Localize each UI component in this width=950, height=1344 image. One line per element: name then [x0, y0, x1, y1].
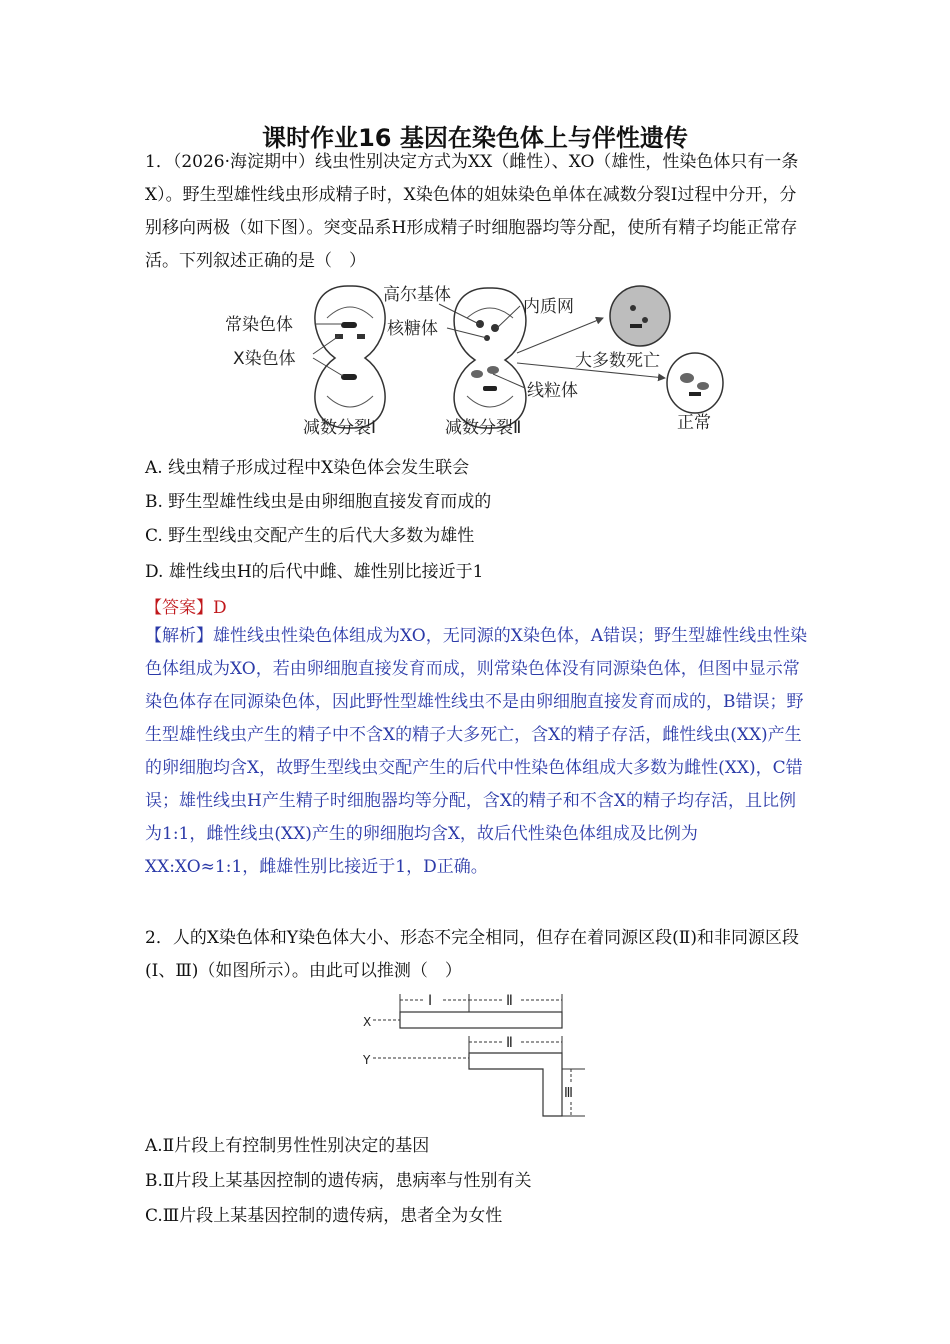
q1-option-c: C. 野生型线虫交配产生的后代大多数为雄性: [145, 526, 475, 546]
q2-option-c: C.Ⅲ片段上某基因控制的遗传病，患者全为女性: [145, 1206, 503, 1226]
page-title: 课时作业16 基因在染色体上与伴性遗传: [262, 124, 688, 152]
label-x: X: [363, 1015, 372, 1029]
analysis-tag: 【解析】: [145, 626, 213, 646]
answer-tag: 【答案】: [145, 598, 213, 618]
q2-option-a: A.Ⅱ片段上有控制男性性别决定的基因: [145, 1136, 430, 1156]
label-normal: 正常: [677, 413, 711, 433]
label-x-chromosome: X染色体: [233, 349, 296, 369]
q2-xy-chromosome-figure: [355, 990, 595, 1120]
label-segment-1: Ⅰ: [428, 993, 433, 1009]
q1-analysis: [145, 620, 810, 884]
label-autosome: 常染色体: [225, 315, 293, 335]
label-mostly-die: 大多数死亡: [575, 351, 660, 371]
y-chromosome-bar: [469, 1053, 562, 1116]
label-y: Y: [363, 1053, 371, 1067]
dying-sperm-cell: [610, 286, 670, 346]
q1-option-b: B. 野生型雄性线虫是由卵细胞直接发育而成的: [145, 492, 492, 512]
label-segment-2-top: Ⅱ: [506, 993, 513, 1009]
q2-option-b: B.Ⅱ片段上某基因控制的遗传病，患病率与性别有关: [145, 1171, 532, 1191]
answer-value: D: [213, 598, 227, 618]
q2-stem: 2．人的X染色体和Y染色体大小、形态不完全相同，但存在着同源区段(Ⅱ)和非同源区段(Ⅰ、Ⅲ)（如图所示）。由此可以推测（ ）: [145, 928, 799, 981]
q1-option-d: D. 雄性线虫H的后代中雌、雄性别比接近于1: [145, 562, 484, 582]
q1-option-a: A. 线虫精子形成过程中X染色体会发生联会: [145, 458, 470, 478]
label-segment-3: Ⅲ: [564, 1086, 573, 1101]
label-golgi: 高尔基体: [383, 285, 451, 305]
label-meiosis-one: 减数分裂Ⅰ: [303, 418, 377, 438]
meiosis-one-cell: [315, 286, 385, 428]
label-ribosome: 核糖体: [387, 319, 438, 339]
label-er: 内质网: [523, 297, 574, 317]
q1-stem: 1．（2026·海淀期中）线虫性别决定方式为XX（雌性）、XO（雄性，性染色体只有一条X）。野生型雄性线虫形成精子时，X染色体的姐妹染色单体在减数分裂Ⅰ过程中分开，分别移向两极（如下图）。突变品系H形成精子时细胞器均等分配，使所有精子均能正常存活。下列叙述正确的是（ ）: [145, 152, 799, 271]
meiosis-two-cell: [454, 288, 526, 428]
q1-meiosis-figure: [225, 278, 735, 438]
label-mitochondria: 线粒体: [527, 381, 578, 401]
label-meiosis-two: 减数分裂Ⅱ: [445, 418, 522, 438]
analysis-text: 雄性线虫性染色体组成为XO，无同源的X染色体，A错误；野生型雄性线虫性染色体组成为XO，若由卵细胞直接发育而成，则常染色体没有同源染色体，但图中显示常染色体存在同源染色体，因此野性型雄性线虫不是由卵细胞直接发育而成的，B错误；野生型雄性线虫产生的精子中不含X的精子大多死亡，含X的精子存活，雌性线虫(XX)产生的卵细胞均含X，故野生型线虫交配产生的后代中性染色体组成大多数为雌性(XX)，C错误；雄性线虫H产生精子时细胞器均等分配，含X的精子和不含X的精子均存活，且比例为1:1，雌性线虫(XX)产生的卵细胞均含X，故后代性染色体组成及比例为XX:XO≈1:1，雌雄性别比接近于1，D正确。: [145, 626, 808, 877]
x-chromosome-bar: [400, 1012, 562, 1028]
label-segment-2-y: Ⅱ: [506, 1035, 513, 1051]
normal-sperm-cell: [667, 353, 723, 413]
q1-answer: [145, 593, 227, 618]
